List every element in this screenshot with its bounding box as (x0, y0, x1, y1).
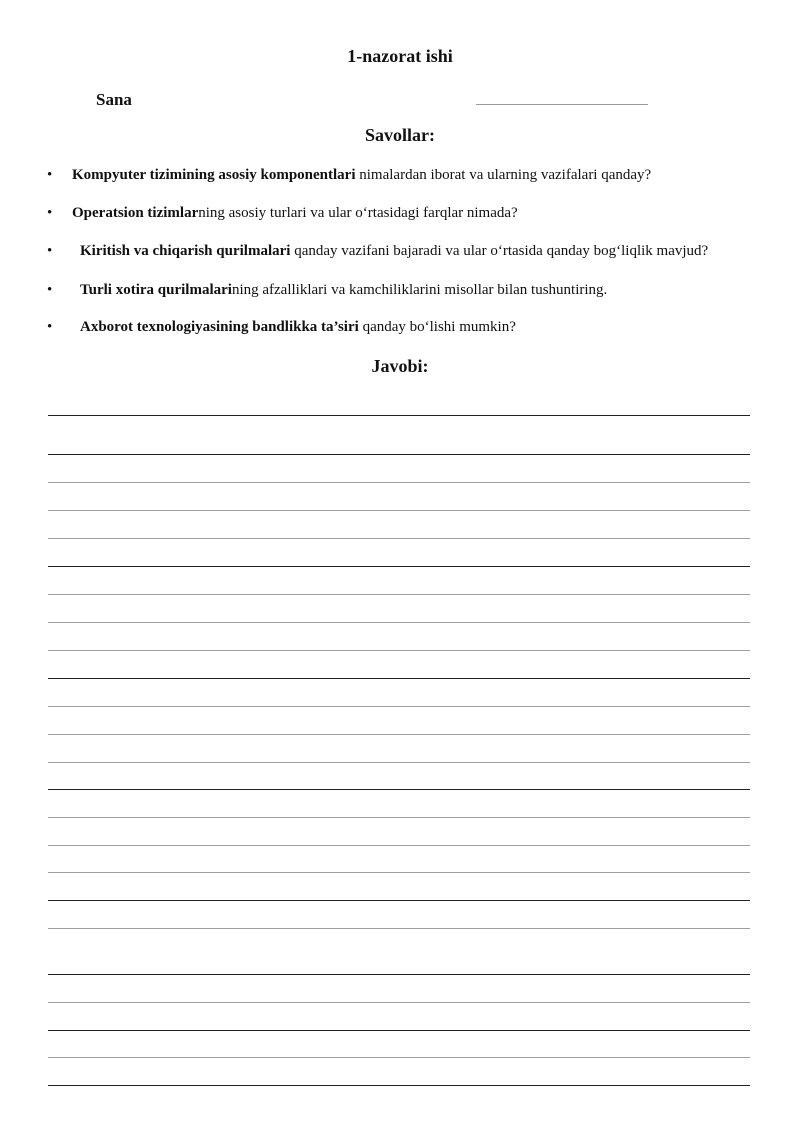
answer-line[interactable] (48, 1002, 750, 1003)
answer-line[interactable] (48, 1030, 750, 1031)
question-text: qanday bo‘lishi mumkin? (358, 319, 516, 335)
question-key-term: Turli xotira qurilmalari (80, 282, 232, 298)
answer-line[interactable] (48, 678, 750, 679)
answer-line[interactable] (48, 900, 750, 901)
question-key-term: Kiritish va chiqarish qurilmalari (80, 243, 291, 259)
answer-line[interactable] (48, 845, 750, 846)
answer-line[interactable] (48, 415, 750, 416)
question-key-term: Operatsion tizimlar (72, 205, 199, 221)
answer-line[interactable] (48, 974, 750, 975)
answer-line[interactable] (48, 762, 750, 763)
question-key-term: Axborot texnologiyasining bandlikka ta’siri (80, 319, 359, 335)
answer-line[interactable] (48, 928, 750, 929)
answer-line[interactable] (48, 1085, 750, 1086)
answer-line[interactable] (48, 1057, 750, 1058)
bullet-icon: • (47, 243, 53, 259)
bullet-icon: • (47, 319, 53, 335)
question-text: qanday vazifani bajaradi va ular o‘rtasida qanday bog‘liqlik mavjud? (290, 243, 709, 259)
questions-heading: Savollar: (365, 125, 435, 145)
date-label: Sana (96, 90, 132, 109)
answer-line[interactable] (48, 650, 750, 651)
page-title: 1-nazorat ishi (347, 46, 453, 66)
answer-line[interactable] (48, 538, 750, 539)
bullet-icon: • (47, 282, 53, 298)
question-text: ning asosiy turlari va ular o‘rtasidagi farqlar nimada? (198, 205, 518, 221)
bullet-icon: • (47, 205, 53, 221)
answer-line[interactable] (48, 454, 750, 455)
answer-lines-area[interactable] (48, 0, 752, 1131)
bullet-icon: • (47, 167, 53, 183)
answer-line[interactable] (48, 817, 750, 818)
question-key-term: Kompyuter tizimining asosiy komponentlari (72, 167, 356, 183)
question-text: nimalardan iborat va ularning vazifalari qanday? (355, 167, 652, 183)
question-text: ning afzalliklari va kamchiliklarini misollar bilan tushuntiring. (231, 282, 608, 298)
answers-heading: Javobi: (371, 356, 429, 376)
answer-line[interactable] (48, 734, 750, 735)
answer-line[interactable] (48, 566, 750, 567)
answer-line[interactable] (48, 622, 750, 623)
answer-line[interactable] (48, 872, 750, 873)
answer-line[interactable] (48, 789, 750, 790)
answer-line[interactable] (48, 510, 750, 511)
answer-line[interactable] (48, 594, 750, 595)
answer-line[interactable] (48, 482, 750, 483)
answer-line[interactable] (48, 706, 750, 707)
